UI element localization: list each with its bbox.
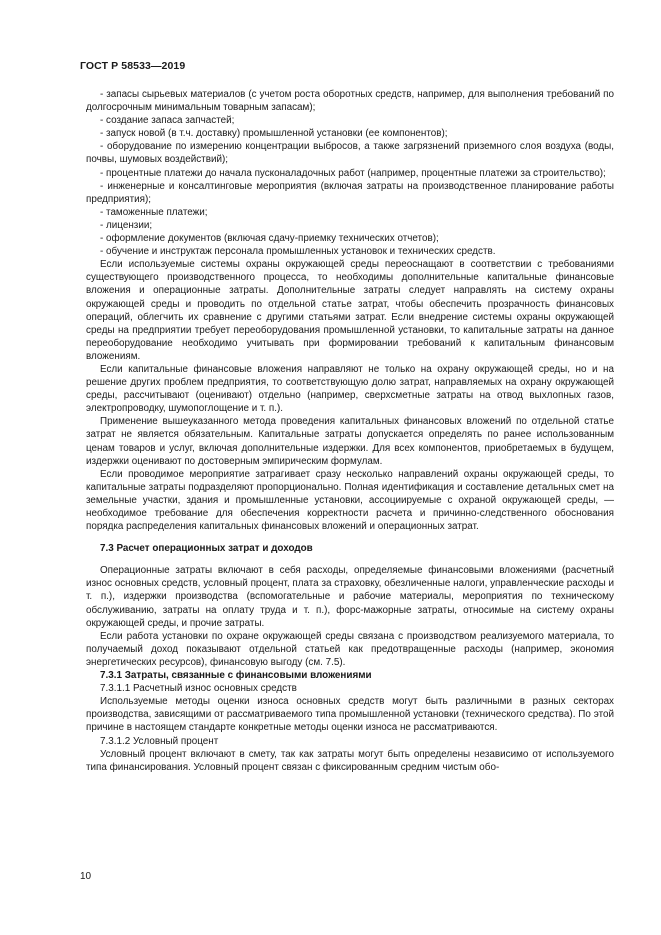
section-heading-7-3-1: 7.3.1 Затраты, связанные с финансовыми вложениями	[100, 670, 372, 682]
list-item: - создание запаса запчастей;	[100, 115, 235, 127]
paragraph: Если работа установки по охране окружающей среды связана с производством реализуемого материала, то получаемый доход показывают отдельной статьей как предотвращенные расходы (например, экономия энергетических ресурсов), финансовую выгоду (см. 7.5).	[86, 630, 614, 668]
list-item: - таможенные платежи;	[100, 206, 208, 218]
section-heading-7-3: 7.3 Расчет операционных затрат и доходов	[100, 543, 313, 555]
list-item: - процентные платежи до начала пусконаладочных работ (например, процентные платежи за строительство);	[100, 167, 606, 179]
page-body	[86, 88, 614, 774]
paragraph: Если проводимое мероприятие затрагивает сразу несколько направлений охраны окружающей среды, то капитальные затраты подразделяют пропорционально. Полная идентификация и составление детальных смет на земельные участки, здания и промышленные установки, ассоциируемые с охраной окружающей среды, — необходимое требование для обеспечения корректности расчета и причинно-следственного обоснования порядка распределения капитальных финансовых вложений и операционных затрат.	[86, 468, 614, 533]
list-item: - обучение и инструктаж персонала промышленных установок и технических средств.	[100, 246, 496, 258]
paragraph: Используемые методы оценки износа основных средств могут быть различными в разных секторах производства, зависящими от рассматриваемого типа промышленной установки (технического средства). По этой причине в настоящем стандарте конкретные методы оценки износа не рассматриваются.	[86, 696, 614, 734]
list-item: - оформление документов (включая сдачу-приемку технических отчетов);	[100, 233, 439, 245]
paragraph: Условный процент включают в смету, так как затраты могут быть определены независимо от используемого типа финансирования. Условный процент связан с фиксированным средним чистым обо-	[86, 748, 614, 773]
subsection-heading-7-3-1-1: 7.3.1.1 Расчетный износ основных средств	[100, 683, 297, 695]
paragraph: Операционные затраты включают в себя расходы, определяемые финансовыми вложениями (расчетный износ основных средств, условный процент, плата за страховку, обезличенные налоги, управленческие расходы и т. п.), издержки производства (вспомогательные и рабочие материалы, мероприятия по техническому обслуживанию, затраты на оплату труда и т. п.), форс-мажорные затраты, относимые на систему охраны окружающей среды, и прочие затраты.	[86, 565, 614, 629]
page-number: 10	[80, 871, 92, 882]
paragraph: Если капитальные финансовые вложения направляют не только на охрану окружающей среды, но и на решение других проблем предприятия, то соответствующую долю затрат, направляемых на охрану окружающей среды, рассчитывают (оценивают) отдельно (например, сверхсметные затраты на отвод выхлопных газов, электропроводку, шумопоглощение и т. п.).	[86, 363, 614, 415]
paragraph: Применение вышеуказанного метода проведения капитальных финансовых вложений по отдельной статье затрат не является обязательным. Капитальные затраты допускается определять по ранее использованным ценам товаров и услуг, включая дополнительные издержки. Для всех компонентов, приобретаемых в будущем, издержки оценивают по достоверным эмпирическим формулам.	[86, 416, 614, 467]
paragraph: Если используемые системы охраны окружающей среды переоснащают в соответствии с требованиями существующего производственного процесса, то необходимы дополнительные капитальные финансовые вложения и операционные затраты. Дополнительные затраты следует направлять на систему охраны окружающей среды и проводить по отдельной статье затрат, чтобы обеспечить прозрачность финансовых операций, облегчить их сравнение с другими статьями затрат. Если внедрение системы охраны окружающей среды на предприятии требует переоборудования промышленной установки, то капитальные затраты на данное переоборудование необходимо учитывать при формировании требований к капитальным финансовым вложениям.	[86, 259, 614, 362]
document-header: ГОСТ Р 58533—2019	[80, 60, 186, 72]
list-item: - запуск новой (в т.ч. доставку) промышленной установки (ее компонентов);	[100, 128, 448, 140]
subsection-heading-7-3-1-2: 7.3.1.2 Условный процент	[100, 735, 219, 747]
list-item: - запасы сырьевых материалов (с учетом роста оборотных средств, например, для выполнения требований по долгосрочным минимальным товарным запасам);	[86, 89, 614, 114]
list-item: - оборудование по измерению концентрации выбросов, а также загрязнений приземного слоя воздуха (воды, почвы, шумовых воздействий);	[86, 141, 614, 166]
list-item: - инженерные и консалтинговые мероприятия (включая затраты на производственное планирование работы предприятия);	[86, 180, 614, 205]
list-item: - лицензии;	[100, 219, 153, 231]
